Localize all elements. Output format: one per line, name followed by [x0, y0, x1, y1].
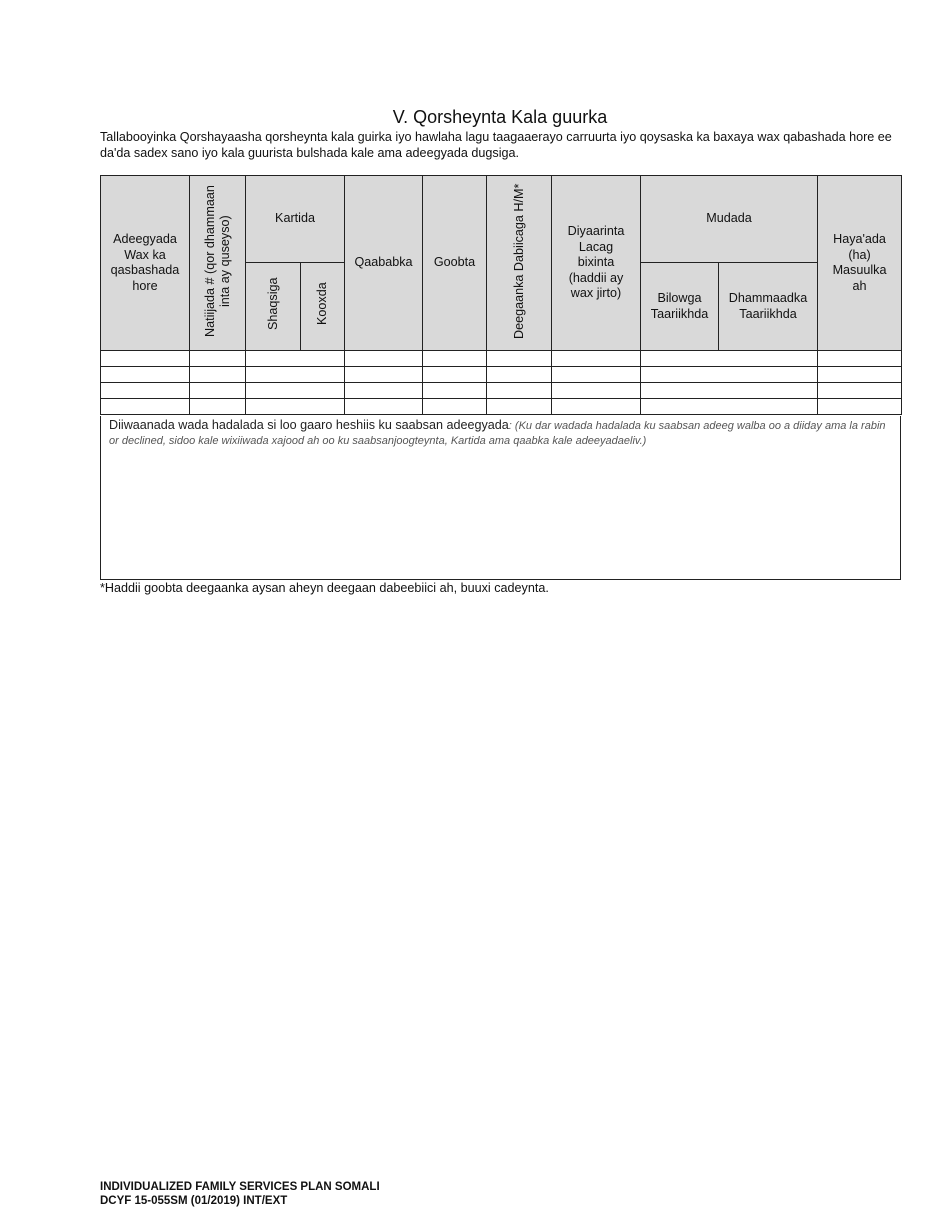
cell-natural-environment[interactable] — [487, 399, 552, 415]
cell-outcome[interactable] — [190, 351, 246, 367]
table-row — [101, 351, 902, 367]
section-intro: Tallabooyinka Qorshayaasha qorsheynta kala guirka iyo hawlaha lagu taagaaerayo carruurta iyo qoysaska ka baxaya wax qabashada hore ee da'da sadex sano iyo kala guurista bulshada kale ama adeegyada dugsiga. — [100, 130, 892, 160]
header-natural-environment — [487, 176, 552, 351]
cell-outcome[interactable] — [190, 367, 246, 383]
header-outcome-text: Natiijada # (qor dhammaan inta ay quseyso) — [202, 184, 232, 337]
header-qaababka: Qaababka — [345, 176, 423, 351]
discussion-notes-label: Diiwaanada wada hadalada si loo gaaro heshiis ku saabsan adeegyada — [109, 418, 509, 432]
header-individual — [246, 263, 301, 351]
table-row — [101, 383, 902, 399]
table-row — [101, 367, 902, 383]
header-natural-environment-text: Deegaanka Dabiicaga H/M* — [511, 183, 526, 339]
cell-qaababka[interactable] — [345, 383, 423, 399]
cell-natural-environment[interactable] — [487, 367, 552, 383]
cell-payment[interactable] — [552, 351, 641, 367]
cell-outcome[interactable] — [190, 399, 246, 415]
cell-goobta[interactable] — [423, 367, 487, 383]
cell-natural-environment[interactable] — [487, 351, 552, 367]
cell-responsible[interactable] — [818, 351, 902, 367]
form-number: DCYF 15-055SM (01/2019) INT/EXT — [100, 1195, 288, 1207]
form-title: INDIVIDUALIZED FAMILY SERVICES PLAN SOMALI — [100, 1181, 380, 1193]
header-group-text: Kooxda — [315, 282, 329, 326]
cell-payment[interactable] — [552, 399, 641, 415]
cell-goobta[interactable] — [423, 399, 487, 415]
cell-services[interactable] — [101, 351, 190, 367]
cell-qaababka[interactable] — [345, 367, 423, 383]
header-responsible-agency: Haya'ada (ha) Masuulka ah — [818, 176, 902, 351]
header-end-date: Dhammaadka Taariikhda — [719, 263, 818, 351]
cell-services[interactable] — [101, 399, 190, 415]
cell-kartida[interactable] — [246, 367, 345, 383]
header-goobta: Goobta — [423, 176, 487, 351]
cell-mudada[interactable] — [641, 383, 818, 399]
cell-kartida[interactable] — [246, 383, 345, 399]
transition-plan-table — [100, 175, 902, 415]
header-mudada: Mudada — [641, 176, 818, 263]
header-group — [301, 263, 345, 351]
cell-kartida[interactable] — [246, 351, 345, 367]
cell-payment[interactable] — [552, 383, 641, 399]
header-start-date: Bilowga Taariikhda — [641, 263, 719, 351]
header-services: Adeegyada Wax ka qasbashada hore — [101, 176, 190, 351]
cell-qaababka[interactable] — [345, 351, 423, 367]
table-row — [101, 399, 902, 415]
cell-kartida[interactable] — [246, 399, 345, 415]
cell-services[interactable] — [101, 367, 190, 383]
cell-natural-environment[interactable] — [487, 383, 552, 399]
discussion-notes-box[interactable] — [100, 416, 901, 580]
cell-qaababka[interactable] — [345, 399, 423, 415]
cell-mudada[interactable] — [641, 351, 818, 367]
discussion-notes-hint: : (Ku dar wadada hadalada ku saabsan adeeg walba oo a diiday ama la rabin or declined, sidoo kale wixiiwada xajood ah oo ku saabsanjoogteynta, Kartida ama qaabka kale adeeyadaeliv.) — [109, 420, 886, 447]
cell-payment[interactable] — [552, 367, 641, 383]
section-title: V. Qorsheynta Kala guurka — [392, 107, 608, 127]
discussion-notes-prompt — [101, 416, 900, 448]
cell-responsible[interactable] — [818, 383, 902, 399]
cell-services[interactable] — [101, 383, 190, 399]
header-payment: Diyaarinta Lacag bixinta (haddii ay wax jirto) — [552, 176, 641, 351]
form-footer — [100, 1180, 380, 1208]
header-kartida: Kartida — [246, 176, 345, 263]
header-outcome — [190, 176, 246, 351]
cell-responsible[interactable] — [818, 367, 902, 383]
cell-outcome[interactable] — [190, 383, 246, 399]
cell-responsible[interactable] — [818, 399, 902, 415]
cell-mudada[interactable] — [641, 367, 818, 383]
cell-mudada[interactable] — [641, 399, 818, 415]
header-individual-text: Shaqsiga — [265, 278, 280, 331]
natural-environment-footnote: *Haddii goobta deegaanka aysan aheyn deegaan dabeebiici ah, buuxi cadeynta. — [100, 581, 549, 595]
cell-goobta[interactable] — [423, 351, 487, 367]
cell-goobta[interactable] — [423, 383, 487, 399]
